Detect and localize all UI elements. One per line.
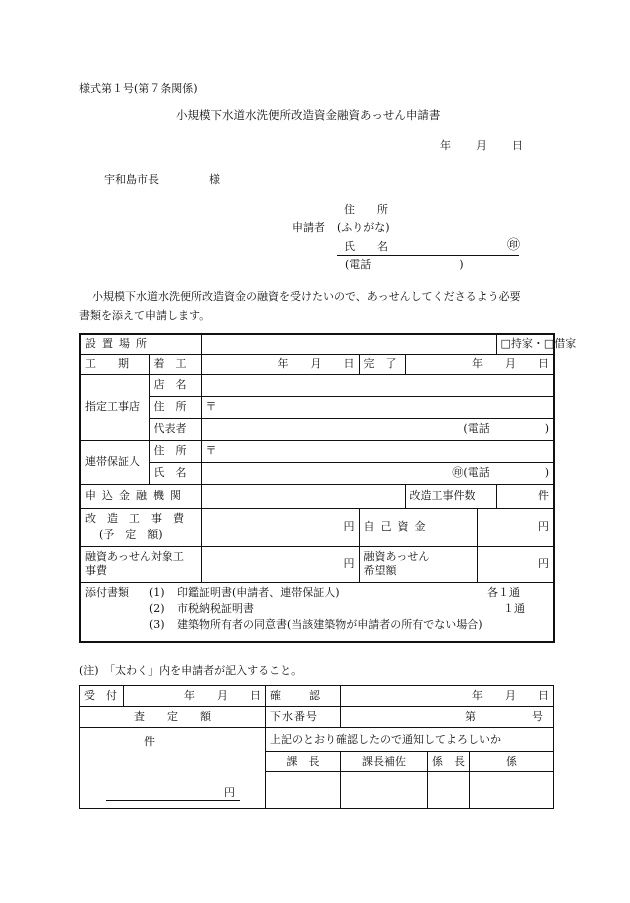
guarantor-name-row [80, 462, 554, 484]
approver-subsection-chief: 係 長 [428, 752, 470, 772]
attachments-label: 添付書類 [85, 585, 129, 599]
applicant-phone: (電話 ) [345, 258, 464, 271]
attachment-1-qty: 各１通 [487, 585, 520, 599]
attachment-2-num: (2) [149, 601, 165, 615]
attachment-2-qty: １通 [503, 601, 525, 615]
shop-name-row [80, 374, 554, 396]
representative-row [80, 418, 554, 440]
attachments-row [80, 582, 554, 642]
received-date[interactable]: 年 月 日 [124, 686, 266, 707]
location-label: 設置場所 [80, 334, 201, 354]
bank-row [80, 484, 554, 508]
request-text-line2: 書類を添えて申請します。 [79, 309, 211, 322]
applicant-address-label: 住 所 [344, 203, 388, 216]
loan-desired-field[interactable]: 円 [477, 546, 554, 582]
end-label: 完 了 [359, 354, 405, 374]
applicant-label: 申請者 [292, 221, 325, 234]
form-number: 様式第１号(第７条関係) [79, 82, 198, 95]
guarantor-address-label: 住 所 [149, 440, 201, 462]
guarantor-seal-phone[interactable]: ㊞(電話 ) [201, 462, 554, 484]
confirm-date[interactable]: 年 月 日 [341, 686, 554, 707]
end-date[interactable]: 年 月 日 [405, 354, 554, 374]
loan-target-field[interactable]: 円 [201, 546, 359, 582]
loan-target-label-line2: 事費 [85, 564, 107, 577]
loan-desired-label-line2: 希望額 [363, 564, 397, 577]
work-count-field[interactable]: 件 [496, 484, 554, 508]
attachment-1-num: (1) [149, 585, 165, 599]
approver-deputy-chief: 課長補佐 [341, 752, 428, 772]
guarantor-address-row [80, 440, 554, 462]
start-label: 着 工 [149, 354, 201, 374]
period-label: 工 期 [80, 354, 149, 374]
shop-name-field[interactable] [201, 374, 554, 396]
period-row [80, 354, 554, 374]
office-table [79, 685, 554, 809]
start-date[interactable]: 年 月 日 [201, 354, 359, 374]
approver-staff: 係 [470, 752, 554, 772]
own-funds-label: 自己資金 [359, 508, 477, 546]
confirm-text: 上記のとおり確認したので通知してよろしいか [266, 728, 554, 752]
assessment-cell[interactable] [80, 728, 266, 809]
stamp-section-chief[interactable] [266, 772, 341, 809]
cost-label-line2: (予 定 額) [99, 528, 163, 541]
loan-target-label [80, 546, 201, 582]
attachment-2-text: 市税納税証明書 [177, 601, 254, 615]
stamp-subsection-chief[interactable] [428, 772, 470, 809]
received-label: 受 付 [80, 686, 124, 707]
location-row [80, 334, 554, 354]
attachments-cell [80, 582, 554, 642]
cost-row [80, 508, 554, 546]
stamp-deputy-chief[interactable] [341, 772, 428, 809]
stamp-staff[interactable] [470, 772, 554, 809]
ownership-options[interactable]: □持家・□借家 [496, 334, 554, 354]
amount-underline [106, 800, 240, 801]
attachment-1-text: 印鑑証明書(申請者、連帯保証人) [177, 585, 340, 599]
date-line: 年 月 日 [440, 139, 524, 152]
guarantor-label: 連帯保証人 [80, 440, 149, 484]
cost-label [80, 508, 201, 546]
application-table [79, 333, 577, 643]
contractor-label: 指定工事店 [80, 374, 149, 440]
attachment-3-num: (3) [149, 617, 165, 631]
loan-target-label-line1: 融資あっせん対象工 [85, 550, 184, 564]
work-count-label: 改造工事件数 [405, 484, 496, 508]
bank-field[interactable] [201, 484, 405, 508]
approver-section-chief: 課 長 [266, 752, 341, 772]
note: (注) 「太わく」内を申請者が記入すること。 [79, 664, 303, 677]
confirm-label: 確 認 [266, 686, 341, 707]
honorific: 様 [209, 173, 220, 186]
number-prefix: 第 [465, 710, 476, 724]
guarantor-name-label: 氏 名 [149, 462, 201, 484]
shop-name-label: 店 名 [149, 374, 201, 396]
confirm-text-row [80, 728, 554, 752]
loan-desired-label-line1: 融資あっせん [363, 550, 430, 564]
representative-phone[interactable]: (電話 ) [201, 418, 554, 440]
sewer-number-field[interactable] [341, 707, 554, 728]
loan-row [80, 546, 554, 582]
shop-address-label: 住 所 [149, 396, 201, 418]
name-underline [337, 255, 519, 256]
count-unit: 件 [144, 735, 155, 748]
bank-label: 申込金融機関 [80, 484, 201, 508]
shop-address-field[interactable]: 〒 [201, 396, 554, 418]
cost-label-line1: 改 造 工 事 費 [85, 512, 184, 526]
number-suffix: 号 [532, 710, 543, 724]
representative-label: 代表者 [149, 418, 201, 440]
applicant-name-label: 氏 名 [344, 240, 388, 253]
page-title: 小規模下水道水洗便所改造資金融資あっせん申請書 [176, 108, 441, 122]
own-funds-field[interactable]: 円 [477, 508, 554, 546]
request-text-line1: 小規模下水道水洗便所改造資金の融資を受けたいので、あっせんしてくださるよう必要 [92, 290, 521, 303]
assessment-row [80, 707, 554, 728]
furigana-label: (ふりがな) [337, 221, 390, 234]
addressee: 宇和島市長 [104, 173, 159, 186]
attachment-3-text: 建築物所有者の同意書(当該建築物が申請者の所有でない場合) [177, 617, 483, 631]
seal-icon: ㊞ [507, 238, 521, 253]
guarantor-address-field[interactable]: 〒 [201, 440, 554, 462]
loan-desired-label [359, 546, 477, 582]
shop-address-row [80, 396, 554, 418]
yen-unit: 円 [224, 786, 235, 799]
cost-field[interactable]: 円 [201, 508, 359, 546]
location-field[interactable] [201, 334, 496, 354]
received-row [80, 686, 554, 707]
assessment-label: 査 定 額 [80, 707, 266, 728]
sewer-number-label: 下水番号 [266, 707, 341, 728]
